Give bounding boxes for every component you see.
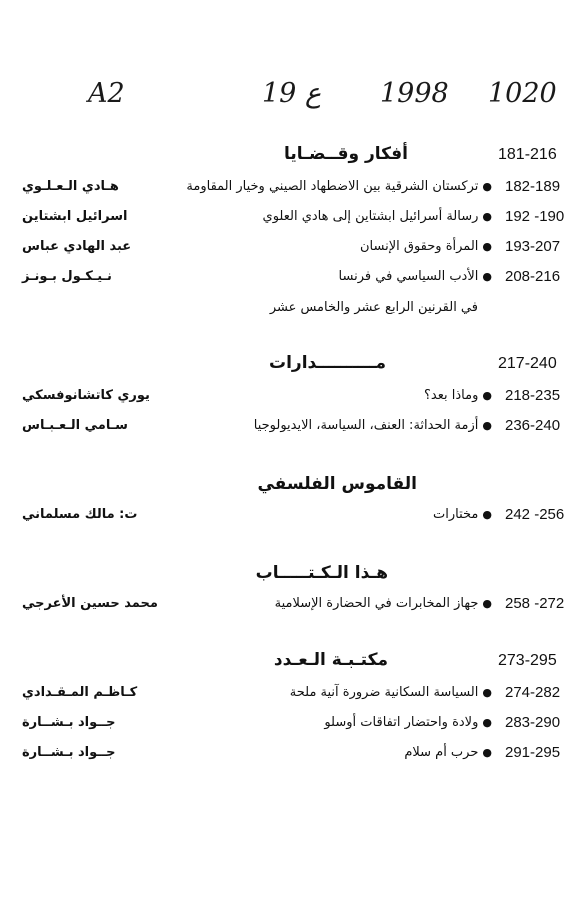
handwritten-note-center: 19 ع xyxy=(262,78,322,109)
section-title: هـذا الـكـتـــــاب xyxy=(255,563,388,583)
item-author: هـادي الـعـلـوي xyxy=(22,179,119,194)
item-title: ●ولادة واحتضار اتفاقات أوسلو xyxy=(324,715,492,730)
bullet-icon: ● xyxy=(482,419,492,432)
item-range: 242 -256 xyxy=(505,506,565,523)
item-author: سـامي الـعـبـاس xyxy=(22,418,128,433)
bullet-icon: ● xyxy=(482,716,492,729)
bullet-icon: ● xyxy=(482,270,492,283)
section-title: القاموس الفلسفي xyxy=(257,474,417,494)
item-title: ●وماذا بعد؟ xyxy=(424,388,492,403)
item-title: ●أزمة الحداثة: العنف، السياسة، الايديولوجيا xyxy=(253,418,492,433)
item-range: 291-295 xyxy=(505,744,561,761)
item-author: نـيـكـول بـونـز xyxy=(22,269,112,284)
item-title: ●المرأة وحقوق الإنسان xyxy=(360,239,492,254)
handwritten-note-left: A2 xyxy=(88,78,125,109)
item-author: كـاظـم المـقـدادي xyxy=(22,685,138,700)
item-title: ●الأدب السياسي في فرنسا xyxy=(338,269,492,284)
item-title: ●رسالة أسرائيل ابشتاين إلى هادي العلوي xyxy=(262,209,492,224)
item-author: جــواد بـشــارة xyxy=(22,715,116,730)
section-range: 217-240 xyxy=(498,355,557,372)
item-range: 258 -272 xyxy=(505,595,565,612)
item-author: اسرائيل ابشتاين xyxy=(22,209,128,224)
bullet-icon: ● xyxy=(482,746,492,759)
item-author: يوري كاتشانوفسكي xyxy=(22,388,150,403)
item-title: ●جهاز المخابرات في الحضارة الإسلامية xyxy=(274,596,492,611)
section-range: 273-295 xyxy=(498,652,557,669)
item-range: 193-207 xyxy=(505,238,561,255)
handwritten-year: 1998 xyxy=(380,78,449,109)
section-title: أفكار وقــضـايا xyxy=(284,144,408,164)
bullet-icon: ● xyxy=(482,210,492,223)
bullet-icon: ● xyxy=(482,240,492,253)
section-title: مــــــــــدارات xyxy=(269,353,386,373)
item-range: 236-240 xyxy=(505,417,561,434)
bullet-icon: ● xyxy=(482,508,492,521)
item-range: 283-290 xyxy=(505,714,561,731)
bullet-icon: ● xyxy=(482,389,492,402)
item-title: ●السياسة السكانية ضرورة آنية ملحة xyxy=(289,685,492,700)
item-title: ●تركستان الشرقية بين الاضطهاد الصيني وخيار المقاومة xyxy=(186,179,492,194)
bullet-icon: ● xyxy=(482,686,492,699)
item-range: 218-235 xyxy=(505,387,561,404)
item-author: محمد حسين الأعرجي xyxy=(22,596,158,611)
item-range: 192 -190 xyxy=(505,208,565,225)
section-range: 181-216 xyxy=(498,146,557,163)
section-title: مكتـبـة الـعـدد xyxy=(273,650,388,670)
item-author: عبد الهادي عباس xyxy=(22,239,132,254)
item-continuation: في القرنين الرابع عشر والخامس عشر xyxy=(269,300,478,315)
bullet-icon: ● xyxy=(482,180,492,193)
item-range: 208-216 xyxy=(505,268,561,285)
handwritten-number: 1020 xyxy=(488,78,557,109)
item-range: 182-189 xyxy=(505,178,561,195)
item-title: ●حرب أم سلام xyxy=(404,745,492,760)
item-author: ت: مالك مسلماني xyxy=(22,507,138,522)
bullet-icon: ● xyxy=(482,597,492,610)
item-title: ●مختارات xyxy=(433,507,492,522)
item-author: جــواد بـشــارة xyxy=(22,745,116,760)
item-range: 274-282 xyxy=(505,684,561,701)
